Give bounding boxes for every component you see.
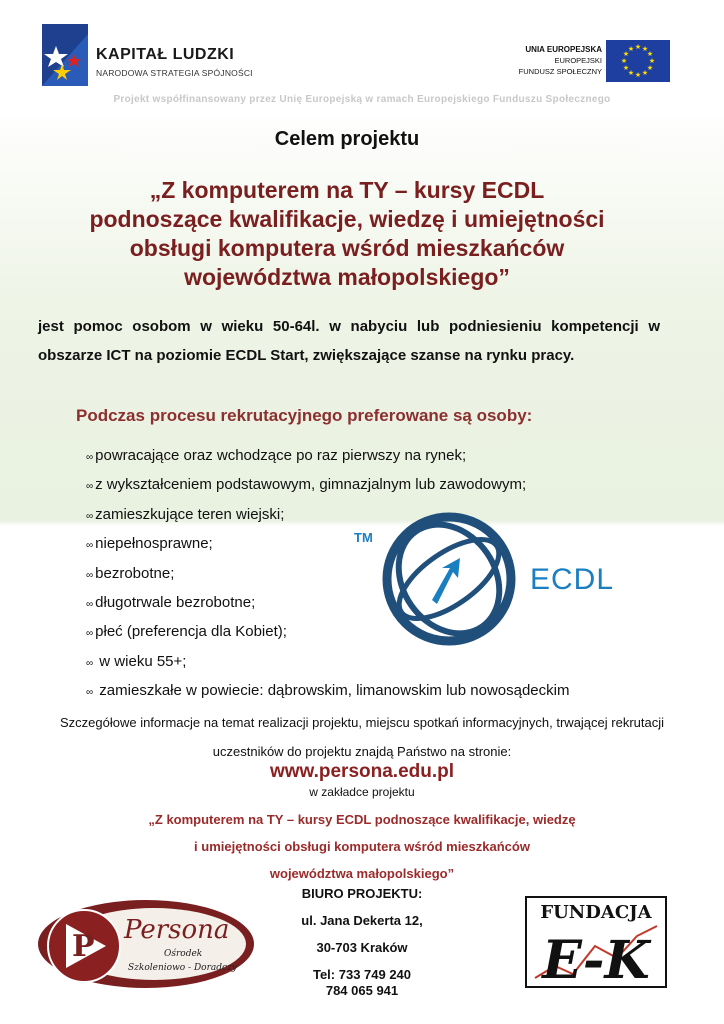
- office-street: ul. Jana Dekerta 12,: [301, 913, 423, 928]
- project-repeat-line: województwa małopolskiego”: [269, 866, 455, 881]
- cofunding-note: Projekt współfinansowany przez Unię Europejską w ramach Europejskiego Funduszu Społecznego: [113, 94, 611, 105]
- details-line: Szczegółowe informacje na temat realizacji projektu, miejscu spotkań informacyjnych, trwającej rekrutacji: [59, 715, 665, 730]
- svg-text:★: ★: [627, 69, 635, 77]
- project-title: [40, 176, 654, 292]
- list-item-text: długotrwale bezrobotne;: [95, 593, 256, 611]
- list-item-text: powracające oraz wchodzące po raz pierwszy na rynek;: [95, 447, 467, 464]
- ecdl-trademark: TM: [354, 530, 373, 545]
- goal-heading: Celem projektu: [274, 128, 420, 150]
- eu-title: UNIA EUROPEJSKA: [525, 45, 602, 54]
- svg-text:★: ★: [622, 64, 630, 72]
- project-repeat-line: i umiejętności obsługi komputera wśród mieszkańców: [194, 839, 530, 854]
- eu-line-2: FUNDUSZ SPOŁECZNY: [518, 67, 602, 76]
- persona-line-2: Szkoleniowo - Doradczy: [128, 963, 237, 973]
- bullet-icon: ∞: [86, 540, 94, 552]
- persona-logo: [36, 898, 256, 990]
- details-text: [20, 708, 704, 766]
- ecdl-globe-icon: [380, 510, 518, 648]
- list-item-text: zamieszkałe w powiecie: dąbrowskim, limanowskim lub nowosądeckim: [95, 682, 570, 700]
- list-item: [86, 470, 686, 499]
- eu-text-block: [512, 44, 602, 77]
- bullet-icon: ∞: [86, 452, 94, 463]
- fundacja-ek-logo: [525, 896, 667, 988]
- kapital-ludzki-subtitle: NARODOWA STRATEGIA SPÓJNOŚCI: [96, 68, 253, 78]
- project-title-line: „Z komputerem na TY – kursy ECDL: [149, 177, 545, 203]
- bullet-icon: ∞: [86, 657, 94, 669]
- svg-text:P: P: [72, 929, 95, 964]
- fundacja-title: FUNDACJA: [540, 902, 652, 923]
- list-item-text: w wieku 55+;: [95, 652, 187, 670]
- bullet-icon: ∞: [86, 569, 94, 581]
- svg-text:★: ★: [634, 43, 642, 51]
- svg-text:★: ★: [620, 57, 628, 65]
- svg-text:★: ★: [622, 50, 630, 58]
- office-info: [272, 880, 452, 999]
- list-item-text: niepełnosprawne;: [95, 535, 213, 553]
- persona-name: Persona: [124, 915, 230, 945]
- list-item-text: płeć (preferencja dla Kobiet);: [95, 623, 287, 641]
- website-link[interactable]: www.persona.edu.pl: [269, 761, 455, 782]
- office-phone: Tel: 733 749 240: [312, 967, 412, 982]
- list-item-text: bezrobotne;: [95, 564, 175, 582]
- list-item: [86, 647, 686, 676]
- office-phone: 784 065 941: [325, 983, 399, 998]
- bullet-icon: ∞: [86, 510, 94, 522]
- details-line: uczestników do projektu znajdą Państwo na stronie:: [212, 744, 512, 759]
- list-item-text: zamieszkujące teren wiejski;: [95, 505, 285, 523]
- svg-text:★: ★: [648, 57, 656, 65]
- goal-description: jest pomoc osobom w wieku 50-64l. w nabyciu lub podniesieniu kompetencji w obszarze ICT na poziomie ECDL Start, zwiększające szanse na rynku pracy.: [38, 318, 660, 364]
- svg-text:★: ★: [641, 45, 649, 53]
- project-title-line: obsługi komputera wśród mieszkańców: [129, 235, 565, 261]
- list-item-text: z wykształceniem podstawowym, gimnazjalnym lub zawodowym;: [95, 476, 527, 494]
- svg-text:★: ★: [627, 45, 635, 53]
- bullet-icon: ∞: [86, 687, 94, 699]
- svg-text:★: ★: [634, 71, 642, 79]
- svg-text:★: ★: [641, 69, 649, 77]
- list-item: [86, 441, 686, 470]
- svg-text:★: ★: [646, 64, 654, 72]
- bullet-icon: ∞: [86, 628, 94, 640]
- project-title-line: województwa małopolskiego”: [184, 264, 510, 290]
- eu-line-1: EUROPEJSKI: [554, 56, 602, 65]
- fundacja-mark: E-K: [542, 930, 650, 988]
- ecdl-logo-text: ECDL: [530, 563, 615, 596]
- bullet-icon: ∞: [86, 481, 94, 493]
- kapital-ludzki-title: KAPITAŁ LUDZKI: [96, 46, 235, 63]
- project-title-line: podnoszące kwalifikacje, wiedzę i umiejętności: [89, 206, 605, 232]
- project-title-repeat: [0, 806, 724, 887]
- eu-flag-icon: [606, 40, 670, 82]
- office-city: 30-703 Kraków: [316, 940, 408, 955]
- persona-line-1: Ośrodek: [164, 949, 203, 959]
- preference-heading: Podczas procesu rekrutacyjnego preferowane są osoby:: [76, 406, 533, 425]
- list-item: [86, 676, 686, 705]
- website-note: w zakładce projektu: [309, 785, 415, 799]
- svg-text:★: ★: [646, 50, 654, 58]
- office-heading: BIURO PROJEKTU:: [301, 886, 423, 901]
- project-repeat-line: „Z komputerem na TY – kursy ECDL podnoszące kwalifikacje, wiedzę: [148, 812, 576, 827]
- bullet-icon: ∞: [86, 598, 94, 610]
